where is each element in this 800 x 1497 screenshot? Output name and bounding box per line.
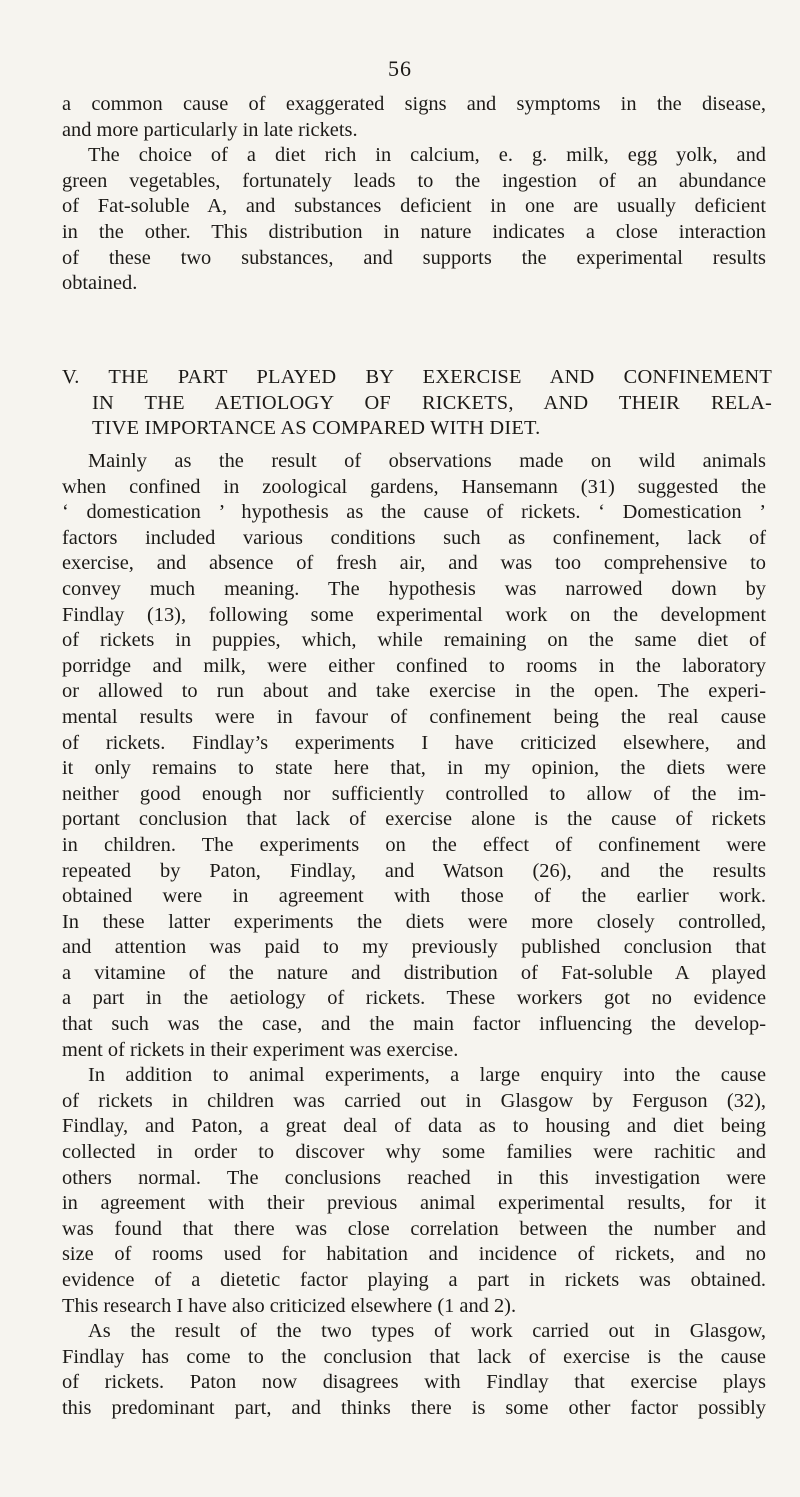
- text-line: and more particularly in late rickets.: [62, 118, 358, 141]
- text-line: that such was the case, and the main factor influencing the develop-: [62, 1013, 766, 1036]
- text-line: in the other. This distribution in nature indicates a close interaction: [62, 220, 766, 243]
- text-line: others normal. The conclusions reached in this investigation were: [62, 1166, 766, 1189]
- text-line: ‘ domestication ’ hypothesis as the cause of rickets. ‘ Domestication ’: [62, 501, 766, 524]
- text-line: portant conclusion that lack of exercise alone is the cause of rickets: [62, 808, 766, 831]
- text-line: of rickets in children was carried out in Glasgow by Ferguson (32),: [62, 1089, 766, 1112]
- text-line: of rickets in puppies, which, while remaining on the same diet of: [62, 629, 766, 652]
- text-line: a common cause of exaggerated signs and symptoms in the disease,: [62, 93, 766, 115]
- text-line: ment of rickets in their experiment was exercise.: [62, 1038, 459, 1061]
- page-number: 56: [388, 56, 412, 81]
- text-line: in children. The experiments on the effect of confinement were: [62, 833, 766, 856]
- text-line: and attention was paid to my previously published conclusion that: [62, 936, 766, 959]
- text-line: Findlay, and Paton, a great deal of data as to housing and diet being: [62, 1115, 766, 1138]
- text-line: size of rooms used for habitation and incidence of rickets, and no: [62, 1243, 766, 1266]
- text-line: In addition to animal experiments, a large enquiry into the cause: [88, 1064, 766, 1087]
- text-line: The choice of a diet rich in calcium, e. g. milk, egg yolk, and: [88, 144, 766, 167]
- text-line: of Fat-soluble A, and substances deficient in one are usually deficient: [62, 195, 766, 218]
- text-line: this predominant part, and thinks there is some other factor possibly: [62, 1396, 766, 1419]
- text-line: neither good enough nor sufficiently controlled to allow of the im-: [62, 782, 766, 805]
- section-heading: [62, 365, 772, 442]
- text-line: was found that there was close correlation between the number and: [62, 1217, 766, 1240]
- text-line: obtained were in agreement with those of the earlier work.: [62, 885, 766, 908]
- text-line: or allowed to run about and take exercise in the open. The experi-: [62, 680, 766, 703]
- text-line: in agreement with their previous animal experimental results, for it: [62, 1192, 766, 1215]
- text-line: of these two substances, and supports the experimental results: [62, 246, 766, 269]
- text-line: Findlay (13), following some experimental work on the development: [62, 603, 766, 626]
- text-line: a part in the aetiology of rickets. These workers got no evidence: [62, 987, 766, 1010]
- text-line: when confined in zoological gardens, Hansemann (31) suggested the: [62, 475, 766, 498]
- text-line: porridge and milk, were either confined to rooms in the laboratory: [62, 654, 766, 677]
- text-line: obtained.: [62, 272, 138, 295]
- text-line: As the result of the two types of work carried out in Glasgow,: [88, 1320, 766, 1343]
- text-line: convey much meaning. The hypothesis was narrowed down by: [62, 577, 766, 600]
- text-line: mental results were in favour of confinement being the real cause: [62, 705, 766, 728]
- text-line: Findlay has come to the conclusion that lack of exercise is the cause: [62, 1345, 766, 1368]
- text-line: Mainly as the result of observations made on wild animals: [88, 450, 766, 472]
- text-line: it only remains to state here that, in my opinion, the diets were: [62, 757, 766, 780]
- text-line: of rickets. Paton now disagrees with Findlay that exercise plays: [62, 1371, 766, 1394]
- text-line: This research I have also criticized elsewhere (1 and 2).: [62, 1294, 517, 1317]
- text-line: In these latter experiments the diets were more closely controlled,: [62, 910, 766, 933]
- heading-line: IN THE AETIOLOGY OF RICKETS, AND THEIR RELA-: [92, 391, 772, 414]
- heading-line: TIVE IMPORTANCE AS COMPARED WITH DIET.: [92, 417, 541, 440]
- text-line: a vitamine of the nature and distribution of Fat-soluble A played: [62, 961, 766, 984]
- text-line: repeated by Paton, Findlay, and Watson (26), and the results: [62, 859, 766, 882]
- heading-line: V. THE PART PLAYED BY EXERCISE AND CONFINEMENT: [62, 366, 772, 388]
- text-line: evidence of a dietetic factor playing a part in rickets was obtained.: [62, 1269, 766, 1291]
- text-line: factors included various conditions such as confinement, lack of: [62, 526, 766, 549]
- section-body: [62, 449, 766, 1422]
- text-line: green vegetables, fortunately leads to the ingestion of an abundance: [62, 169, 766, 192]
- text-line: of rickets. Findlay’s experiments I have criticized elsewhere, and: [62, 731, 766, 754]
- text-line: exercise, and absence of fresh air, and was too comprehensive to: [62, 552, 766, 575]
- opening-paragraphs: [62, 92, 766, 297]
- text-line: collected in order to discover why some families were rachitic and: [62, 1141, 766, 1164]
